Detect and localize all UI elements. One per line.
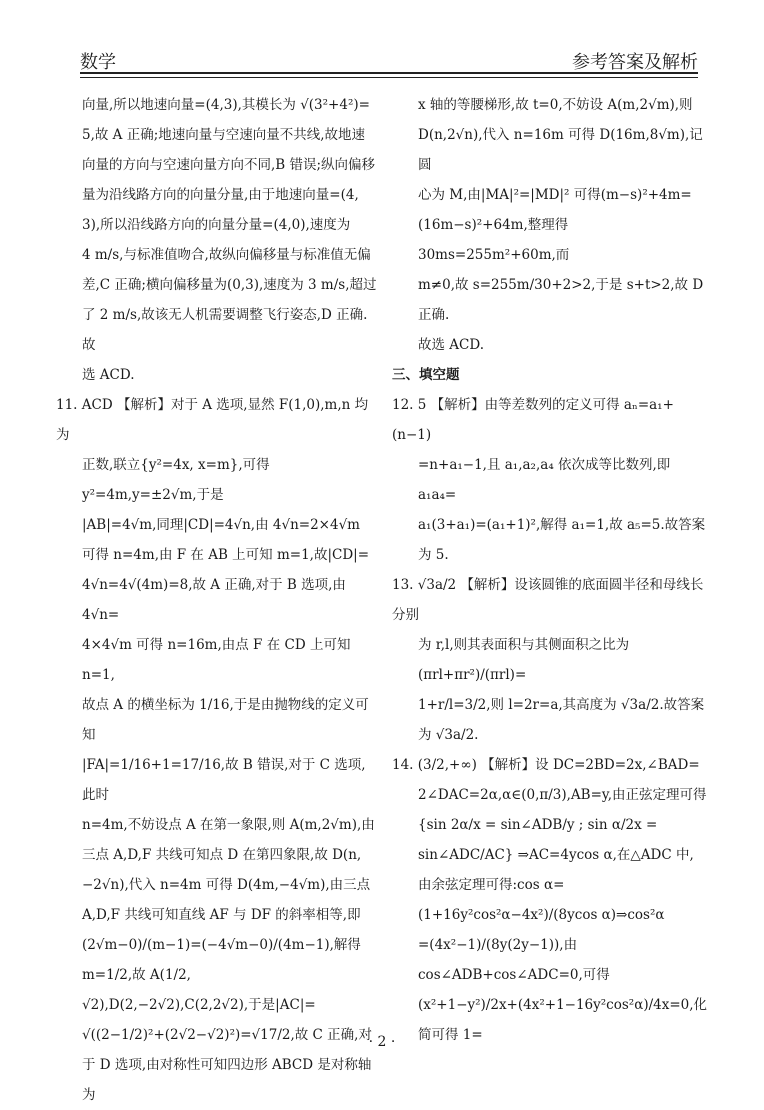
text-line: 三点 A,D,F 共线可知点 D 在第四象限,故 D(n, — [82, 847, 362, 863]
text-line: 为 √3a/2. — [418, 727, 479, 743]
text-line: 了 2 m/s,故该无人机需要调整飞行姿态,D 正确.故 — [82, 307, 368, 353]
text-line: 差,C 正确;横向偏移量为(0,3),速度为 3 m/s,超过 — [82, 277, 377, 293]
header-rule — [80, 72, 698, 74]
text-line: m≠0,故 s=255m/30+2>2,于是 s+t>2,故 D 正确. — [418, 277, 708, 323]
text-line: (2√m−0)/(m−1)=(−4√m−0)/(4m−1),解得 m=1/2,故 A(1/2, — [82, 937, 366, 983]
text-line: a₁(3+a₁)=(a₁+1)²,解得 a₁=1,故 a₅=5.故答案 — [418, 517, 706, 533]
text-line: 心为 M,由|MA|²=|MD|² 可得(m−s)²+4m= — [418, 187, 692, 203]
text-line: 由余弦定理可得:cos α=(1+16y²cos²α−4x²)/(8ycos α)⇒cos²α — [418, 877, 665, 923]
header-rule-thin — [80, 77, 698, 78]
text-line: (x²+1−y²)/2x+(4x²+1−16y²cos²α)/4x=0,化简可得 1= — [418, 997, 708, 1043]
text-line: =n+a₁−1,且 a₁,a₂,a₄ 依次成等比数列,即 a₁a₄= — [418, 457, 675, 503]
text-line: 4√n=4√(4m)=8,故 A 正确,对于 B 选项,由 4√n= — [82, 577, 351, 623]
text-line: 可得 n=4m,由 F 在 AB 上可知 m=1,故|CD|= — [82, 547, 370, 563]
text-line: 3),所以沿线路方向的向量分量=(4,0),速度为 — [82, 217, 351, 233]
section-heading: 三、填空题 — [392, 367, 460, 383]
text-line: 量为沿线路方向的向量分量,由于地速向量=(4, — [82, 187, 359, 203]
text-line: (16m−s)²+64m,整理得 30ms=255m²+60m,而 — [418, 217, 573, 263]
question-11-heading: 11. ACD 【解析】对于 A 选项,显然 F(1,0),m,n 均为 — [56, 397, 369, 443]
text-line: 故点 A 的横坐标为 1/16,于是由抛物线的定义可知 — [82, 697, 369, 743]
question-14-heading: 14. (3/2,+∞) 【解析】设 DC=2BD=2x,∠BAD= — [392, 757, 700, 773]
text-line: −2√n),代入 n=4m 可得 D(4m,−4√m),由三点 — [82, 877, 371, 893]
text-line: 选 ACD. — [82, 367, 135, 383]
text-line: 4×4√m 可得 n=16m,由点 F 在 CD 上可知 n=1, — [82, 637, 355, 683]
text-line: x 轴的等腰梯形,故 t=0,不妨设 A(m,2√m),则 — [418, 97, 693, 113]
text-line: 正数,联立{y²=4x, x=m},可得 y²=4m,y=±2√m,于是 — [82, 457, 274, 503]
text-line: |AB|=4√m,同理|CD|=4√n,由 4√n=2×4√m — [82, 517, 360, 533]
text-line: 为 r,l,则其表面积与其侧面积之比为(πrl+πr²)/(πrl)= — [418, 637, 630, 683]
text-line: D(n,2√n),代入 n=16m 可得 D(16m,8√m),记圆 — [418, 127, 703, 173]
text-line: 2∠DAC=2α,α∈(0,π/3),AB=y,由正弦定理可得 — [418, 787, 707, 803]
left-column — [56, 90, 378, 1110]
page-header — [80, 44, 698, 72]
text-line: 5,故 A 正确;地速向量与空速向量不共线,故地速 — [82, 127, 366, 143]
text-line: 为 5. — [418, 547, 449, 563]
text-line: 向量的方向与空速向量方向不同,B 错误;纵向偏移 — [82, 157, 376, 173]
text-line: 于 D 选项,由对称性可知四边形 ABCD 是对称轴为 — [82, 1057, 372, 1103]
subject-label: 数学 — [80, 52, 116, 73]
question-12-heading: 12. 5 【解析】由等差数列的定义可得 aₙ=a₁+(n−1) — [392, 397, 674, 443]
text-line: n=4m,不妨设点 A 在第一象限,则 A(m,2√m),由 — [82, 817, 375, 833]
right-column — [392, 90, 710, 1050]
text-line: 1+r/l=3/2,则 l=2r=a,其高度为 √3a/2.故答案 — [418, 697, 705, 713]
text-line: 故选 ACD. — [418, 337, 485, 353]
text-line: {sin 2α/x = sin∠ADB/y ; sin α/2x = sin∠ADC/AC} ⇒AC=4ycos α,在△ADC 中, — [418, 817, 694, 863]
text-line: 向量,所以地速向量=(4,3),其模长为 √(3²+4²)= — [82, 97, 370, 113]
text-line: √((2−1/2)²+(2√2−√2)²)=√17/2,故 C 正确,对 — [82, 1027, 372, 1043]
text-line: |FA|=1/16+1=17/16,故 B 错误,对于 C 选项,此时 — [82, 757, 366, 803]
text-line: A,D,F 共线可知直线 AF 与 DF 的斜率相等,即 — [82, 907, 361, 923]
text-line: 4 m/s,与标准值吻合,故纵向偏移量与标准值无偏 — [82, 247, 371, 263]
text-line: =(4x²−1)/(8y(2y−1)),由 cos∠ADB+cos∠ADC=0,可得 — [418, 937, 610, 983]
document-title: 参考答案及解析 — [572, 52, 698, 73]
question-13-heading: 13. √3a/2 【解析】设该圆锥的底面圆半径和母线长分别 — [392, 577, 704, 623]
text-line: √2),D(2,−2√2),C(2,2√2),于是|AC|= — [82, 997, 316, 1013]
page-number: · 2 · — [368, 1034, 396, 1050]
